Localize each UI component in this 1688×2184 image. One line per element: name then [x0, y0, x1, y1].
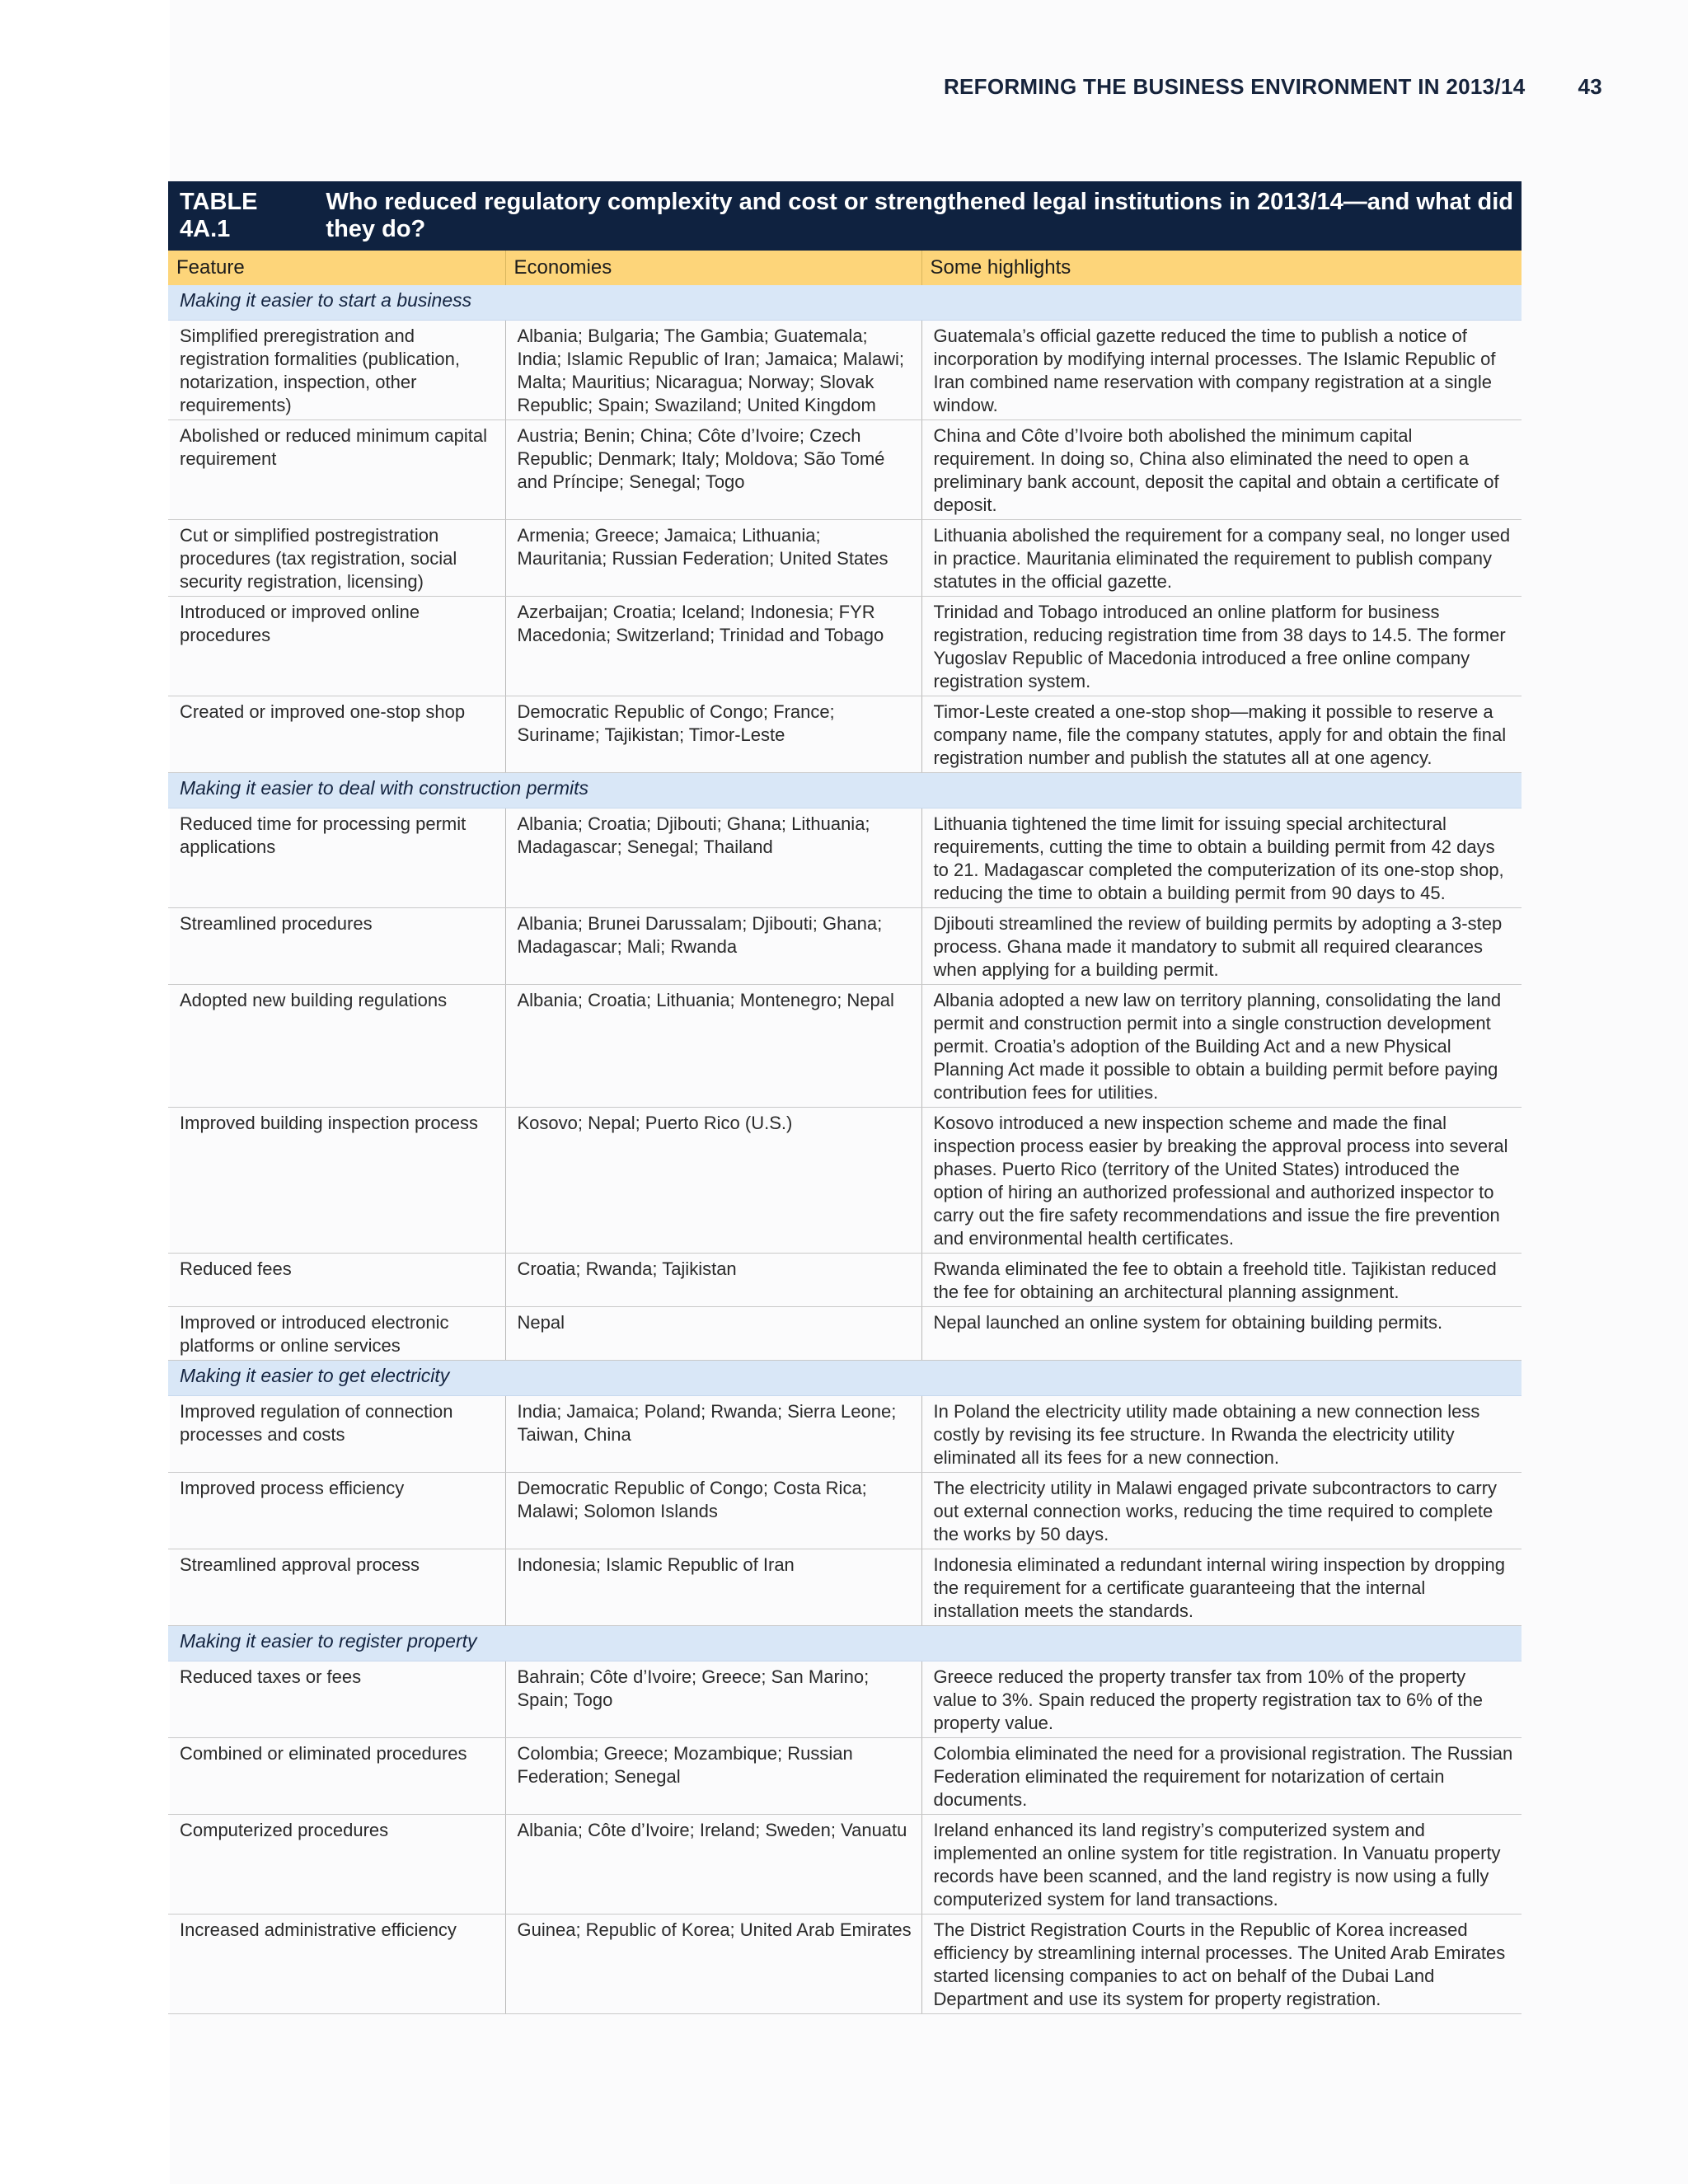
economies-cell: Croatia; Rwanda; Tajikistan [505, 1254, 921, 1307]
table-row [168, 597, 1522, 696]
feature-cell: Created or improved one-stop shop [168, 696, 505, 773]
economies-cell: Bahrain; Côte d’Ivoire; Greece; San Marino; Spain; Togo [505, 1661, 921, 1738]
feature-cell: Abolished or reduced minimum capital requirement [168, 420, 505, 520]
table-row [168, 696, 1522, 773]
economies-cell: Albania; Croatia; Lithuania; Montenegro; Nepal [505, 985, 921, 1108]
table-row [168, 1549, 1522, 1626]
feature-cell: Combined or eliminated procedures [168, 1738, 505, 1815]
feature-cell: Streamlined approval process [168, 1549, 505, 1626]
feature-cell: Reduced fees [168, 1254, 505, 1307]
highlights-cell: Rwanda eliminated the fee to obtain a freehold title. Tajikistan reduced the fee for obtaining an architectural planning assignment. [921, 1254, 1522, 1307]
feature-cell: Adopted new building regulations [168, 985, 505, 1108]
highlights-cell: Indonesia eliminated a redundant internal wiring inspection by dropping the requirement for a certificate guaranteeing that the internal installation meets the standards. [921, 1549, 1522, 1626]
section-row [168, 1626, 1522, 1661]
header-row [168, 251, 1522, 285]
economies-cell: Albania; Croatia; Djibouti; Ghana; Lithuania; Madagascar; Senegal; Thailand [505, 808, 921, 908]
highlights-cell: Albania adopted a new law on territory planning, consolidating the land permit and construction permit into a single construction development permit. Croatia’s adoption of the Building Act and a new Physical Planning Act made it possible to obtain a building permit before paying contribution fees for utilities. [921, 985, 1522, 1108]
highlights-cell: Djibouti streamlined the review of building permits by adopting a 3-step process. Ghana made it mandatory to submit all required clearances when applying for a building permit. [921, 908, 1522, 985]
feature-cell: Increased administrative efficiency [168, 1915, 505, 2014]
highlights-cell: China and Côte d’Ivoire both abolished the minimum capital requirement. In doing so, China also eliminated the need to open a preliminary bank account, deposit the capital and obtain a certificate of deposit. [921, 420, 1522, 520]
table-header [168, 251, 1522, 285]
economies-cell: Albania; Côte d’Ivoire; Ireland; Sweden; Vanuatu [505, 1815, 921, 1915]
highlights-cell: Guatemala’s official gazette reduced the time to publish a notice of incorporation by modifying internal processes. The Islamic Republic of Iran combined name reservation with company registration at a single window. [921, 321, 1522, 420]
economies-cell: Kosovo; Nepal; Puerto Rico (U.S.) [505, 1108, 921, 1254]
table-body [168, 285, 1522, 2014]
economies-cell: Indonesia; Islamic Republic of Iran [505, 1549, 921, 1626]
page-number: 43 [1578, 74, 1602, 99]
economies-cell: Albania; Bulgaria; The Gambia; Guatemala; India; Islamic Republic of Iran; Jamaica; Malawi; Malta; Mauritius; Nicaragua; Norway; Slovak Republic; Spain; Swaziland; United Kingdom [505, 321, 921, 420]
table-row [168, 808, 1522, 908]
economies-cell: Albania; Brunei Darussalam; Djibouti; Ghana; Madagascar; Mali; Rwanda [505, 908, 921, 985]
table-row [168, 908, 1522, 985]
column-header-highlights: Some highlights [921, 251, 1522, 285]
economies-cell: Armenia; Greece; Jamaica; Lithuania; Mauritania; Russian Federation; United States [505, 520, 921, 597]
economies-cell: Guinea; Republic of Korea; United Arab Emirates [505, 1915, 921, 2014]
feature-cell: Reduced taxes or fees [168, 1661, 505, 1738]
section-row [168, 285, 1522, 321]
table-row [168, 1396, 1522, 1473]
highlights-cell: The District Registration Courts in the Republic of Korea increased efficiency by streamlining internal processes. The United Arab Emirates started licensing companies to act on behalf of the Dubai Land Department and use its system for property registration. [921, 1915, 1522, 2014]
table-title: Who reduced regulatory complexity and cost or strengthened legal institutions in 2013/14—and what did they do? [326, 189, 1514, 242]
feature-cell: Simplified preregistration and registration formalities (publication, notarization, inspection, other requirements) [168, 321, 505, 420]
table-row [168, 1661, 1522, 1738]
section-row [168, 1361, 1522, 1396]
column-header-feature: Feature [168, 251, 505, 285]
economies-cell: India; Jamaica; Poland; Rwanda; Sierra Leone; Taiwan, China [505, 1396, 921, 1473]
column-header-economies: Economies [505, 251, 921, 285]
section-row [168, 773, 1522, 808]
economies-cell: Colombia; Greece; Mozambique; Russian Federation; Senegal [505, 1738, 921, 1815]
highlights-cell: Lithuania tightened the time limit for issuing special architectural requirements, cutting the time to obtain a building permit from 42 days to 21. Madagascar completed the computerization of its one-stop shop, reducing the time to obtain a building permit from 90 days to 45. [921, 808, 1522, 908]
feature-cell: Computerized procedures [168, 1815, 505, 1915]
economies-cell: Democratic Republic of Congo; France; Suriname; Tajikistan; Timor-Leste [505, 696, 921, 773]
table-title-bar [168, 181, 1522, 251]
table-row [168, 1738, 1522, 1815]
table-row [168, 1915, 1522, 2014]
table-row [168, 321, 1522, 420]
table-row [168, 1108, 1522, 1254]
table-row [168, 420, 1522, 520]
section-heading: Making it easier to deal with construction permits [168, 773, 1522, 808]
highlights-cell: Trinidad and Tobago introduced an online platform for business registration, reducing registration time from 38 days to 14.5. The former Yugoslav Republic of Macedonia introduced a free online company registration system. [921, 597, 1522, 696]
section-heading: Making it easier to start a business [168, 285, 1522, 321]
table-row [168, 1254, 1522, 1307]
highlights-cell: In Poland the electricity utility made obtaining a new connection less costly by revising its fee structure. In Rwanda the electricity utility eliminated all its fees for a new connection. [921, 1396, 1522, 1473]
feature-cell: Improved regulation of connection processes and costs [168, 1396, 505, 1473]
running-title: REFORMING THE BUSINESS ENVIRONMENT IN 2013/14 [943, 74, 1526, 99]
table-row [168, 1473, 1522, 1549]
highlights-cell: Timor-Leste created a one-stop shop—making it possible to reserve a company name, file the company statutes, apply for and obtain the final registration number and publish the statutes all at one agency. [921, 696, 1522, 773]
economies-cell: Democratic Republic of Congo; Costa Rica; Malawi; Solomon Islands [505, 1473, 921, 1549]
table-row [168, 1307, 1522, 1361]
economies-cell: Azerbaijan; Croatia; Iceland; Indonesia; FYR Macedonia; Switzerland; Trinidad and Tobago [505, 597, 921, 696]
highlights-cell: Colombia eliminated the need for a provisional registration. The Russian Federation eliminated the requirement for notarization of certain documents. [921, 1738, 1522, 1815]
feature-cell: Improved building inspection process [168, 1108, 505, 1254]
highlights-cell: Lithuania abolished the requirement for a company seal, no longer used in practice. Mauritania eliminated the requirement to publish company statutes in the official gazette. [921, 520, 1522, 597]
feature-cell: Streamlined procedures [168, 908, 505, 985]
section-heading: Making it easier to register property [168, 1626, 1522, 1661]
highlights-cell: Nepal launched an online system for obtaining building permits. [921, 1307, 1522, 1361]
feature-cell: Improved process efficiency [168, 1473, 505, 1549]
section-heading: Making it easier to get electricity [168, 1361, 1522, 1396]
table-row [168, 985, 1522, 1108]
reforms-table [168, 251, 1522, 2014]
feature-cell: Cut or simplified postregistration procedures (tax registration, social security registration, licensing) [168, 520, 505, 597]
feature-cell: Reduced time for processing permit applications [168, 808, 505, 908]
economies-cell: Nepal [505, 1307, 921, 1361]
table-row [168, 1815, 1522, 1915]
table-container [168, 181, 1522, 2014]
table-row [168, 520, 1522, 597]
table-number: TABLE 4A.1 [180, 189, 258, 242]
feature-cell: Improved or introduced electronic platforms or online services [168, 1307, 505, 1361]
feature-cell: Introduced or improved online procedures [168, 597, 505, 696]
highlights-cell: Greece reduced the property transfer tax from 10% of the property value to 3%. Spain reduced the property registration tax to 6% of the property value. [921, 1661, 1522, 1738]
highlights-cell: Ireland enhanced its land registry’s computerized system and implemented an online system for title registration. In Vanuatu property records have been scanned, and the land registry is now using a fully computerized system for land transactions. [921, 1815, 1522, 1915]
highlights-cell: Kosovo introduced a new inspection scheme and made the final inspection process easier by breaking the approval process into several phases. Puerto Rico (territory of the United States) introduced the option of hiring an authorized professional and authorized inspector to carry out the fire safety recommendations and issue the fire prevention and environmental health certificates. [921, 1108, 1522, 1254]
running-header [944, 74, 1602, 100]
economies-cell: Austria; Benin; China; Côte d’Ivoire; Czech Republic; Denmark; Italy; Moldova; São Tomé and Príncipe; Senegal; Togo [505, 420, 921, 520]
highlights-cell: The electricity utility in Malawi engaged private subcontractors to carry out external connection works, reducing the time required to complete the works by 50 days. [921, 1473, 1522, 1549]
